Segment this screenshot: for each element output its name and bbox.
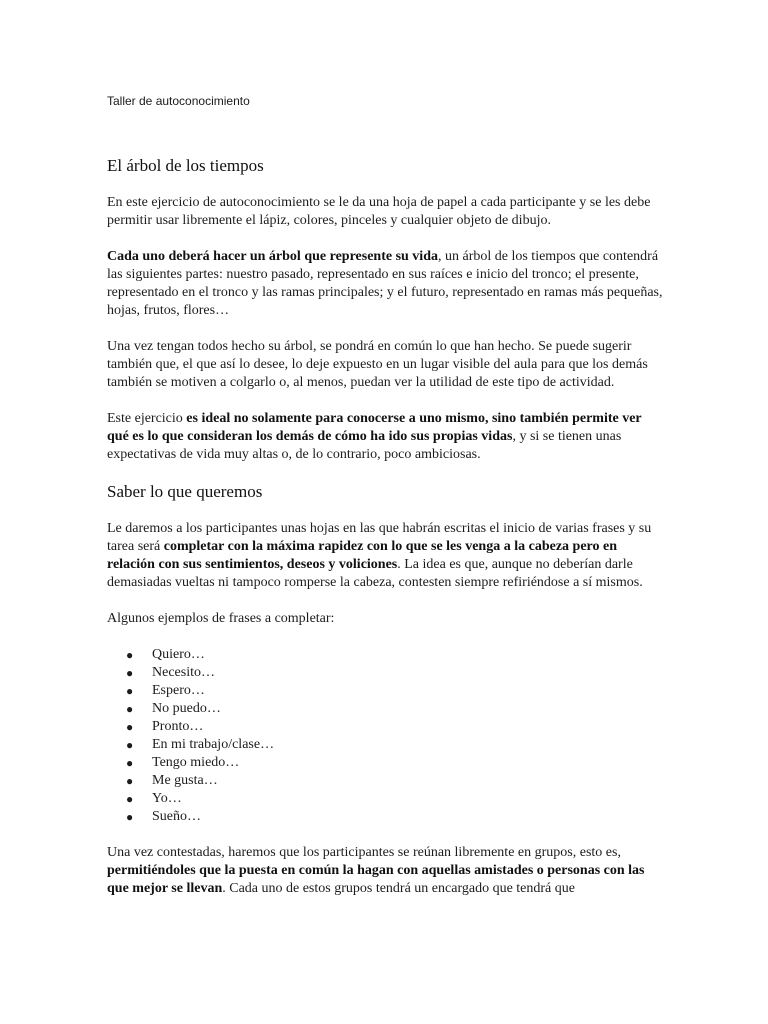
list-item-text: Pronto… — [152, 719, 204, 734]
paragraph-text: Una vez tengan todos hecho su árbol, se pondrá en común lo que han hecho. Se puede sugerir también que, el que así lo desee, lo deje expuesto en un lugar visible del aula para que los demás también se motiven a colgarlo o, al menos, puedan ver la utilidad de este tipo de actividad. — [107, 339, 648, 390]
list-item — [107, 736, 663, 754]
section-title-saber: Saber lo que queremos — [107, 482, 263, 501]
paragraph — [107, 248, 663, 320]
paragraph — [107, 844, 663, 898]
list-item-text: No puedo… — [152, 701, 221, 716]
list-item — [107, 754, 663, 772]
bullet-icon: ● — [126, 756, 134, 770]
bullet-icon: ● — [126, 684, 134, 698]
bold-text: Cada uno deberá hacer un árbol que represente su vida — [107, 249, 438, 264]
bold-text: es ideal no solamente para conocerse a uno mismo, sino también permite ver qué es lo que consideran los demás de cómo ha ido sus propias vidas — [107, 411, 642, 444]
document-header: Taller de autoconocimiento — [107, 94, 250, 108]
document-body — [107, 154, 663, 898]
paragraph — [107, 610, 663, 628]
list-item — [107, 718, 663, 736]
bullet-icon: ● — [126, 738, 134, 752]
paragraph-text: , y si se tienen unas expectativas de vida muy altas o, de lo contrario, poco ambiciosas. — [107, 429, 622, 462]
bullet-icon: ● — [126, 810, 134, 824]
list-item-text: Tengo miedo… — [152, 755, 240, 770]
paragraph-text: Una vez contestadas, haremos que los participantes se reúnan libremente en grupos, esto es, — [107, 845, 621, 860]
list-item — [107, 646, 663, 664]
bullet-icon: ● — [126, 720, 134, 734]
list-item — [107, 790, 663, 808]
paragraph — [107, 194, 663, 230]
bullet-icon: ● — [126, 774, 134, 788]
bullet-icon: ● — [126, 702, 134, 716]
list-item — [107, 772, 663, 790]
paragraph-text: . Cada uno de estos grupos tendrá un encargado que tendrá que — [222, 881, 575, 896]
list-item — [107, 700, 663, 718]
list-item-text: Sueño… — [152, 809, 201, 824]
paragraph-text: . La idea es que, aunque no deberían darle demasiadas vueltas ni tampoco romperse la cabeza, contesten siempre refiriéndose a sí mismos. — [107, 557, 643, 590]
paragraph — [107, 338, 663, 392]
list-item-text: Necesito… — [152, 665, 215, 680]
list-item — [107, 664, 663, 682]
list-item — [107, 808, 663, 826]
bullet-icon: ● — [126, 792, 134, 806]
paragraph-text: Algunos ejemplos de frases a completar: — [107, 611, 335, 626]
bullet-icon: ● — [126, 666, 134, 680]
bullet-icon: ● — [126, 648, 134, 662]
section-title-arbol: El árbol de los tiempos — [107, 156, 264, 175]
bold-text: completar con la máxima rapidez con lo que se les venga a la cabeza pero en relación con sus sentimientos, deseos y voliciones — [107, 539, 617, 572]
paragraph-text: Este ejercicio — [107, 411, 187, 426]
list-item — [107, 682, 663, 700]
paragraph-text: En este ejercicio de autoconocimiento se le da una hoja de papel a cada participante y se les debe permitir usar libremente el lápiz, colores, pinceles y cualquier objeto de dibujo. — [107, 195, 651, 228]
list-item-text: Yo… — [152, 791, 182, 806]
paragraph-text: Le daremos a los participantes unas hojas en las que habrán escritas el inicio de varias frases y su tarea será — [107, 521, 652, 554]
list-item-text: Me gusta… — [152, 773, 218, 788]
list-item-text: Quiero… — [152, 647, 205, 662]
bold-text: permitiéndoles que la puesta en común la hagan con aquellas amistades o personas con las que mejor se llevan — [107, 863, 645, 896]
paragraph — [107, 520, 663, 592]
list-item-text: En mi trabajo/clase… — [152, 737, 275, 752]
example-phrases-list — [107, 646, 663, 826]
paragraph-text: , un árbol de los tiempos que contendrá las siguientes partes: nuestro pasado, representado en sus raíces e inicio del tronco; el presente, representado en el tronco y las ramas principales; y el futuro, representado en ramas más pequeñas, hojas, frutos, flores… — [107, 249, 663, 318]
paragraph — [107, 410, 663, 464]
list-item-text: Espero… — [152, 683, 205, 698]
